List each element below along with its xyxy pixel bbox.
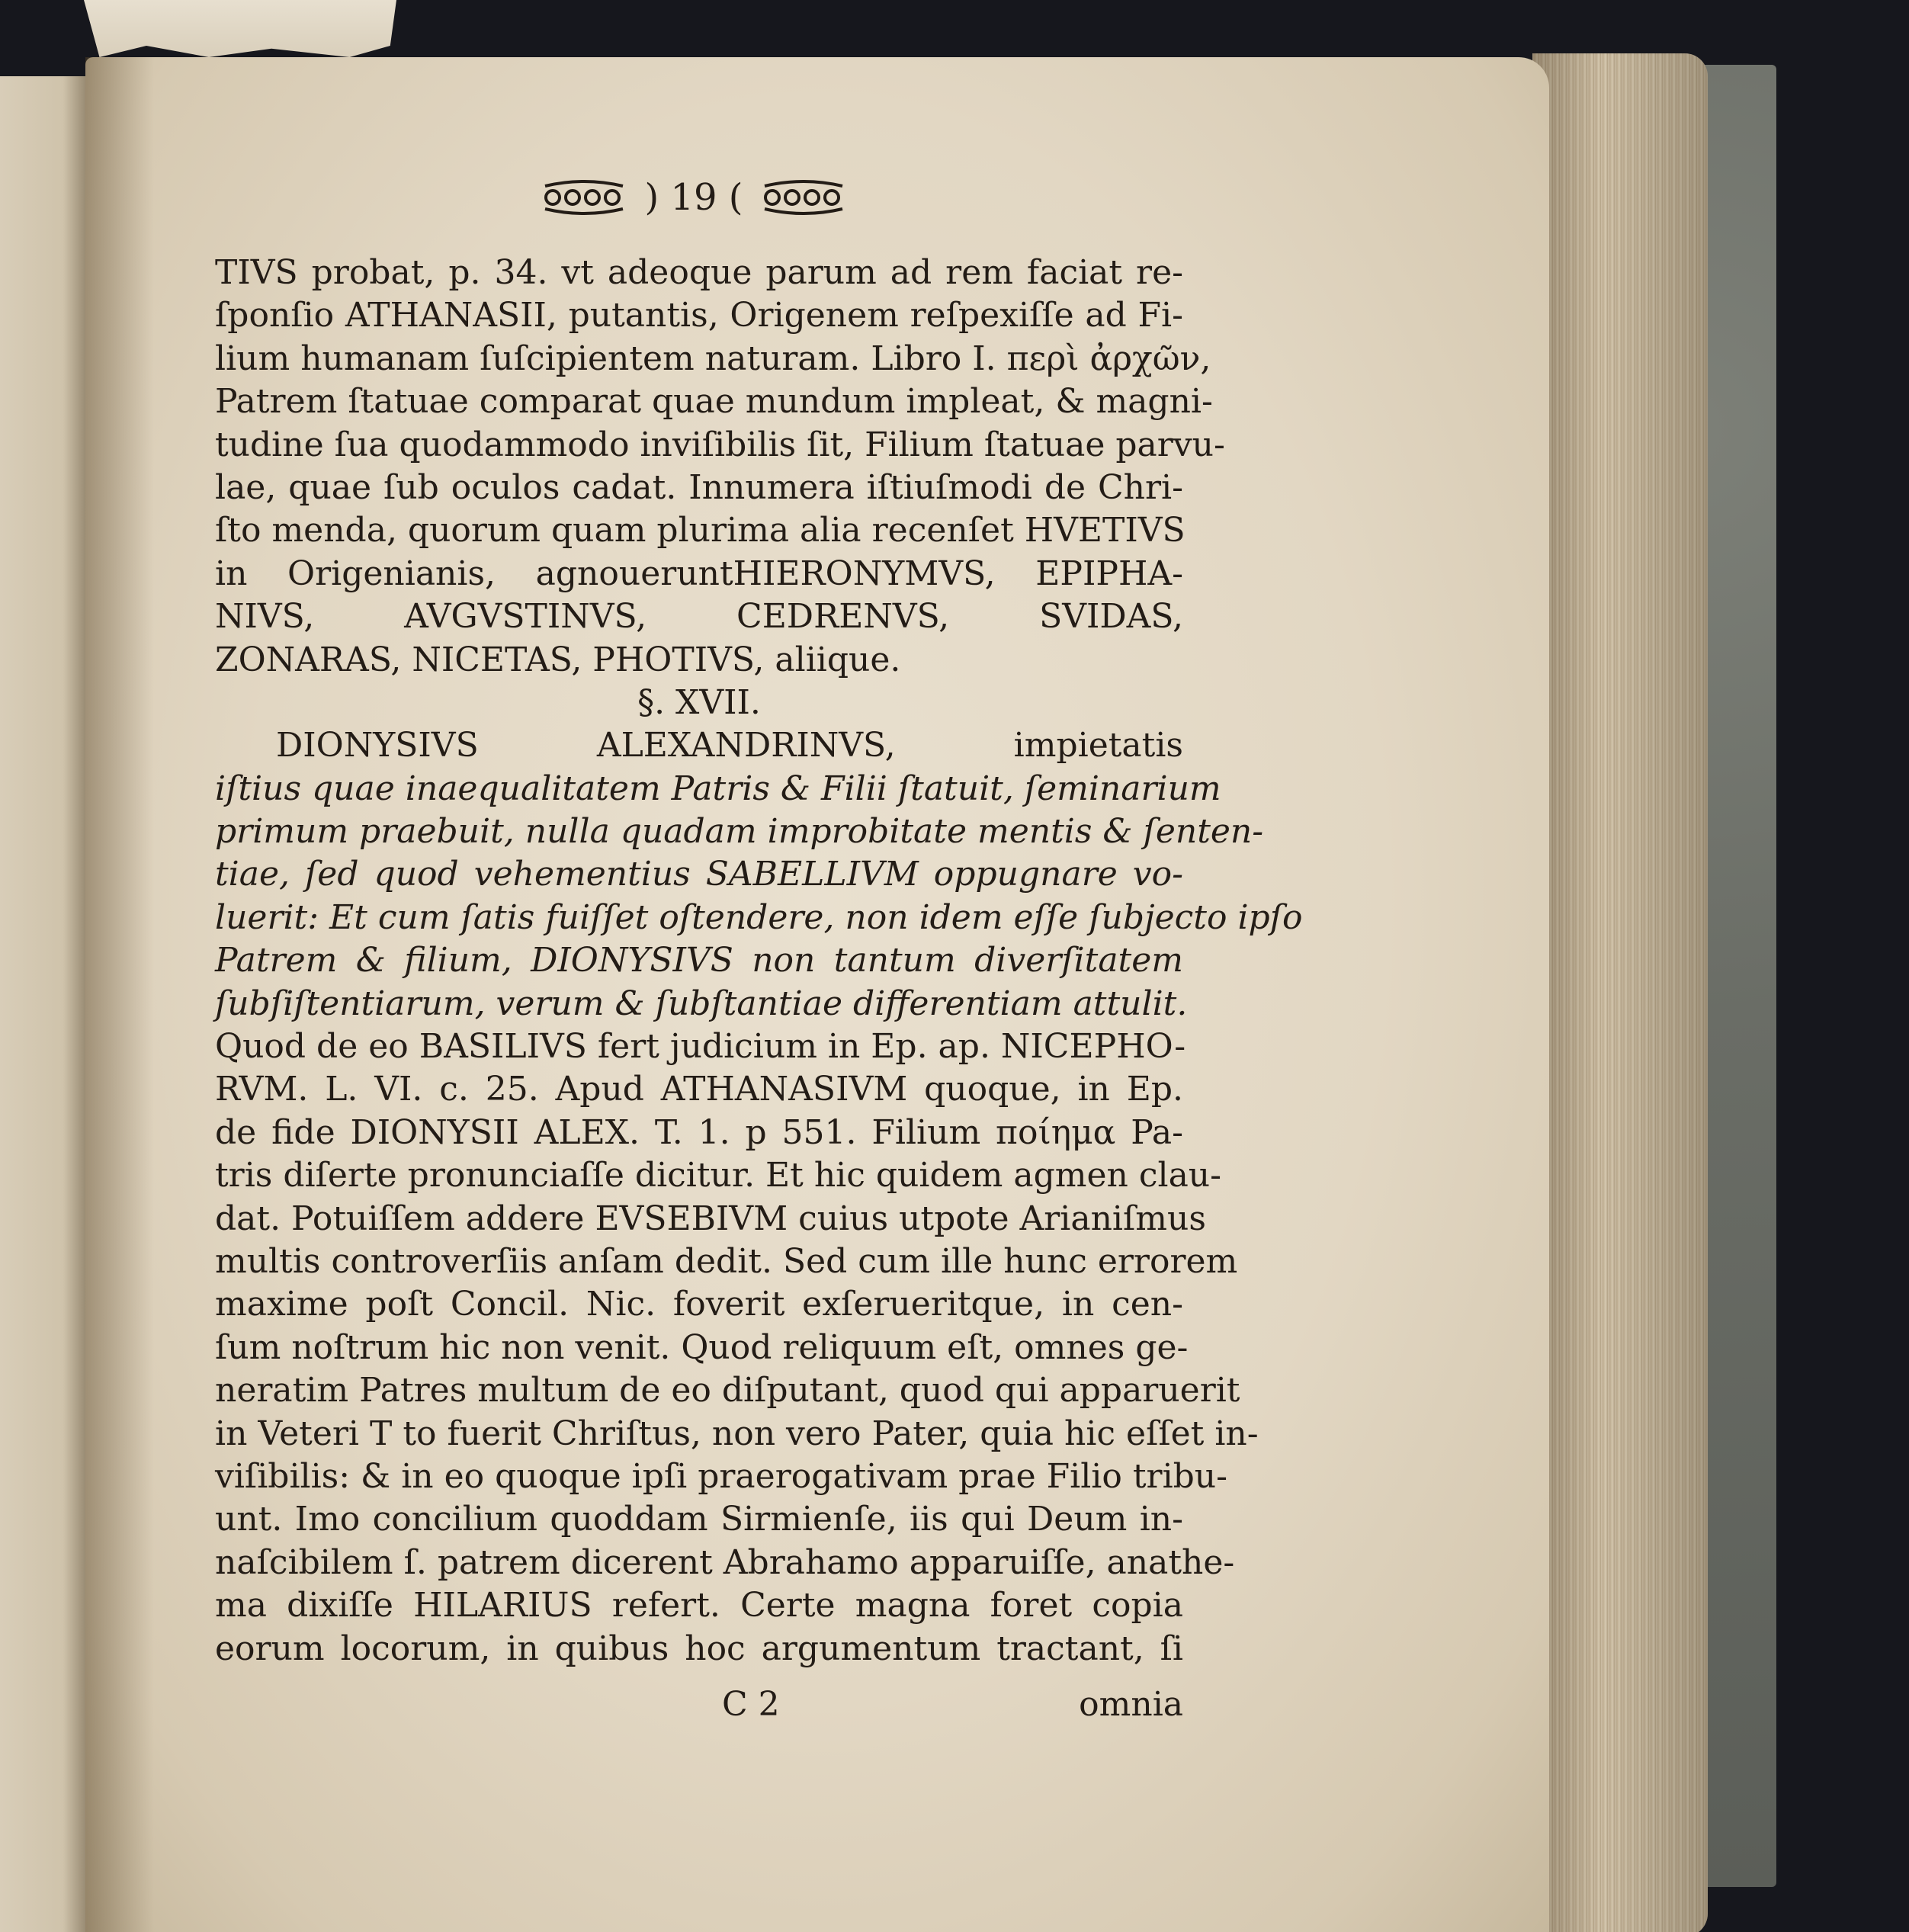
text-line: in Veteri T to fuerit Chriſtus, non vero Pater, quia hic eſſet in- — [215, 1414, 1259, 1453]
text-line: ſto menda, quorum quam plurima alia recenſet HVETIVS — [215, 511, 1186, 550]
text-line: primum praebuit, nulla quadam improbitate mentis & ſenten- — [215, 812, 1264, 852]
text-line: de fide DIONYSII ALEX. T. 1. p 551. Filium ποίημα Pa- — [215, 1112, 1183, 1152]
text-line: tris diſerte pronunciaſſe dicitur. Et hic quidem agmen clau- — [215, 1156, 1221, 1195]
text-line: dat. Potuiſſem addere EVSEBIVM cuius utpote Arianiſmus — [215, 1199, 1206, 1238]
page-footer — [215, 1685, 1183, 1731]
text-line: DIONYSIVS ALEXANDRINVS, impietatis — [276, 726, 1183, 765]
text-line: in Origenianis, agnoueruntHIERONYMVS, EPIPHA- — [215, 554, 1183, 593]
text-line: luerit: Et cum ſatis fuiſſet oſtendere, non idem eſſe ſubjecto ipſo — [215, 897, 1303, 937]
body-text — [215, 252, 1303, 1670]
text-line: neratim Patres multum de eo diſputant, quod qui apparuerit — [215, 1371, 1240, 1410]
text-line: iſtius quae inaequalitatem Patris & Filii ſtatuit, ſeminarium — [215, 769, 1221, 808]
signature-mark: C 2 — [722, 1685, 780, 1724]
text-line: maxime poſt Concil. Nic. foverit exſerueritque, in cen- — [215, 1285, 1183, 1324]
text-line: NIVS, AVGVSTINVS, CEDRENVS, SVIDAS, — [215, 597, 1183, 637]
text-line: eorum locorum, in quibus hoc argumentum tractant, ſi — [215, 1629, 1183, 1668]
text-line: Quod de eo BASILIVS fert judicium in Ep. ap. NICEPHO- — [215, 1027, 1186, 1067]
text-line: naſcibilem ſ. patrem dicerent Abrahamo apparuiſſe, anathe- — [215, 1542, 1235, 1582]
text-line: viſibilis: & in eo quoque ipſi praerogativam prae Filio tribu- — [215, 1456, 1228, 1496]
text-line: lae, quae ſub oculos cadat. Innumera iſtiuſmodi de Chri- — [215, 467, 1183, 507]
ornament-right-icon — [762, 180, 845, 215]
page-number: ) 19 ( — [644, 176, 743, 219]
text-line: tudine ſua quodammodo inviſibilis ſit, Filium ſtatuae parvu- — [215, 425, 1225, 464]
left-page — [0, 76, 90, 1932]
catchword: omnia — [1079, 1685, 1183, 1724]
text-line: ZONARAS, NICETAS, PHOTIVS, aliique. — [215, 640, 901, 679]
text-line: ſubſiſtentiarum, verum & ſubſtantiae differentiam attulit. — [215, 984, 1188, 1023]
text-line: TIVS probat, p. 34. vt adeoque parum ad rem faciat re- — [215, 253, 1183, 292]
text-line: multis controverſiis anſam dedit. Sed cum ille hunc errorem — [215, 1241, 1238, 1281]
text-line: unt. Imo concilium quoddam Sirmienſe, iis qui Deum in- — [215, 1500, 1183, 1539]
text-line: tiae, ſed quod vehementius SABELLIVM oppugnare vo- — [215, 855, 1183, 894]
ornament-left-icon — [542, 180, 626, 215]
gutter-shadow — [85, 57, 154, 1932]
text-line: RVM. L. VI. c. 25. Apud ATHANASIVM quoque, in Ep. — [215, 1070, 1183, 1109]
page-header — [534, 171, 854, 224]
text-line: ſum noſtrum hic non venit. Quod reliquum eſt, omnes ge- — [215, 1327, 1189, 1367]
wrapping-paper — [84, 0, 396, 57]
page-edges-shade — [1532, 53, 1708, 1932]
section-heading: §. XVII. — [637, 682, 761, 722]
text-line: Patrem & filium, DIONYSIVS non tantum diverſitatem — [215, 941, 1183, 980]
text-line: ſponſio ATHANASII, putantis, Origenem reſpexiſſe ad Fi- — [215, 296, 1183, 335]
text-line: lium humanam ſuſcipientem naturam. Libro I. περὶ ἀρχῶν, — [215, 339, 1211, 378]
text-line: Patrem ſtatuae comparat quae mundum impleat, & magni- — [215, 382, 1213, 422]
text-line: ma dixiſſe HILARIUS refert. Certe magna foret copia — [215, 1586, 1183, 1626]
